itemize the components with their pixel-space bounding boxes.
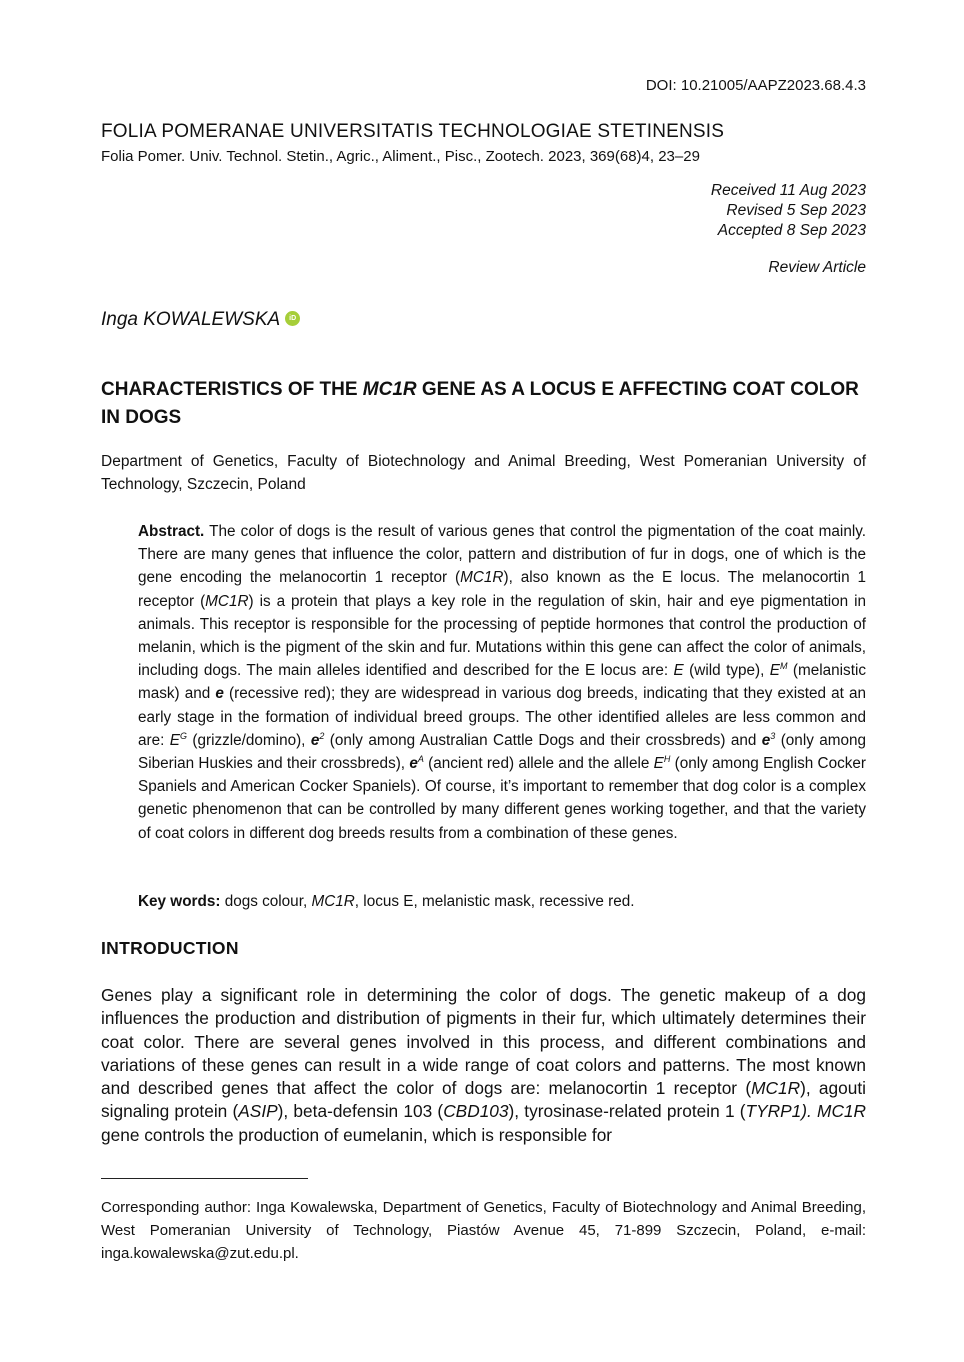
intro-text: ), agouti signaling protein ( xyxy=(101,1078,866,1122)
allele-sup: G xyxy=(179,730,187,741)
abstract-text: (wild type), xyxy=(683,662,770,680)
keywords-text: dogs colour, xyxy=(220,893,312,910)
abstract xyxy=(138,520,866,845)
abstract-text: ) is a protein that plays a key role in the regulation of skin, hair and eye pigmentation in animals. This receptor is responsible for the processing of peptide hormones that control the production of melanin, which is the pigment of the skin and fur. Mutations within this gene can affect the color of animals, including dogs. The main alleles identified and described for the E locus are: xyxy=(138,592,866,680)
footnote-divider xyxy=(101,1178,308,1179)
allele-sup: 3 xyxy=(770,730,776,741)
gene-name: MC1R xyxy=(460,569,504,587)
title-part: GENE AS A LOCUS E AFFECTING COAT COLOR IN DOGS xyxy=(101,379,859,428)
allele: e xyxy=(215,685,224,703)
introduction-paragraph xyxy=(101,984,866,1147)
title-part: CHARACTERISTICS OF THE xyxy=(101,379,363,400)
gene-name: MC1R xyxy=(817,1101,867,1122)
keywords-text: , locus E, melanistic mask, recessive red. xyxy=(354,893,635,910)
intro-text: ), tyrosinase-related protein 1 ( xyxy=(508,1101,746,1122)
gene-name: MC1R xyxy=(751,1078,801,1099)
keywords-label: Key words: xyxy=(138,893,221,910)
received-date: Received 11 Aug 2023 xyxy=(710,182,866,199)
accepted-date: Accepted 8 Sep 2023 xyxy=(717,222,866,239)
gene-name: MC1R xyxy=(311,893,355,910)
section-heading-introduction: INTRODUCTION xyxy=(101,938,239,958)
allele: e xyxy=(310,731,320,749)
abstract-text: The color of dogs is the result of various genes that control the pigmentation of the coat mainly. There are many genes that influence the color, pattern and distribution of fur in dogs, one of which is the gene encoding the melanocortin 1 receptor ( xyxy=(138,523,866,587)
orcid-icon[interactable]: iD xyxy=(285,311,300,326)
abstract-text: (grizzle/domino), xyxy=(186,731,311,749)
title-gene: MC1R xyxy=(362,379,417,400)
doi: DOI: 10.21005/AAPZ2023.68.4.3 xyxy=(645,77,866,94)
gene-name: TYRP1). xyxy=(745,1101,812,1122)
allele: e xyxy=(761,731,771,749)
allele: e xyxy=(409,755,418,773)
allele: E xyxy=(769,662,780,680)
journal-citation: Folia Pomer. Univ. Technol. Stetin., Agric., Aliment., Pisc., Zootech. 2023, 369(68)4, 23–29 xyxy=(101,148,700,165)
allele: E xyxy=(653,755,664,773)
intro-text: gene controls the production of eumelanin, which is responsible for xyxy=(101,1124,613,1145)
allele-sup: M xyxy=(779,661,788,672)
abstract-text: (only among Siberian Huskies and their crossbreds), xyxy=(138,731,867,773)
affiliation: Department of Genetics, Faculty of Biotechnology and Animal Breeding, West Pomeranian University of Technology, Szczecin, Poland xyxy=(101,453,866,493)
allele: E xyxy=(673,662,684,680)
author xyxy=(101,309,300,331)
abstract-text: (ancient red) allele and the allele xyxy=(423,755,654,773)
keywords xyxy=(138,893,634,911)
abstract-label: Abstract. xyxy=(138,523,205,540)
allele-sup: 2 xyxy=(319,730,325,741)
author-name: Inga KOWALEWSKA xyxy=(101,309,281,330)
abstract-text: (only among English Cocker Spaniels and American Cocker Spaniels). Of course, it’s important to remember that dog color is a complex genetic phenomenon that can be controlled by many different genes working together, and that the variety of coat colors in different dog breeds results from a combination of these genes. xyxy=(138,755,866,842)
abstract-text: ), also known as the E locus. The melanocortin 1 receptor ( xyxy=(138,569,866,610)
abstract-text: (recessive red); they are widespread in various dog breeds, indicating that they existed at an early stage in the formation of individual breed groups. The other identified alleles are less common and are: xyxy=(138,685,866,749)
gene-name: MC1R xyxy=(205,592,249,610)
article-dates xyxy=(711,181,866,241)
revised-date: Revised 5 Sep 2023 xyxy=(726,202,866,219)
allele-sup: H xyxy=(663,754,671,765)
article-title xyxy=(101,376,871,432)
corresponding-author-footnote: Corresponding author: Inga Kowalewska, Department of Genetics, Faculty of Biotechnology and Animal Breeding, West Pomeranian University of Technology, Piastów Avenue 45, 71-899 Szczecin, Poland, e-mail: inga.kowalewska@zut.edu.pl. xyxy=(101,1199,866,1262)
journal-name: FOLIA POMERANAE UNIVERSITATIS TECHNOLOGIAE STETINENSIS xyxy=(101,121,725,142)
gene-name: CBD103 xyxy=(443,1101,509,1122)
abstract-text: (only among Australian Cattle Dogs and their crossbreds) and xyxy=(324,731,762,749)
article-type: Review Article xyxy=(768,259,866,276)
allele: E xyxy=(169,731,180,749)
abstract-text: (melanistic mask) and xyxy=(138,662,867,703)
intro-text: Genes play a significant role in determining the color of dogs. The genetic makeup of a dog influences the production and distribution of pigments in their fur, which ultimately determines their coat color. There are several genes involved in this process, and different combinations and variations of these genes can result in a wide range of coat colors and patterns. The most known and described genes that affect the color of dogs are: melanocortin 1 receptor ( xyxy=(101,985,866,1099)
allele-sup: A xyxy=(417,754,424,765)
intro-text: ), beta-defensin 103 ( xyxy=(277,1101,444,1122)
gene-name: ASIP xyxy=(238,1101,278,1122)
